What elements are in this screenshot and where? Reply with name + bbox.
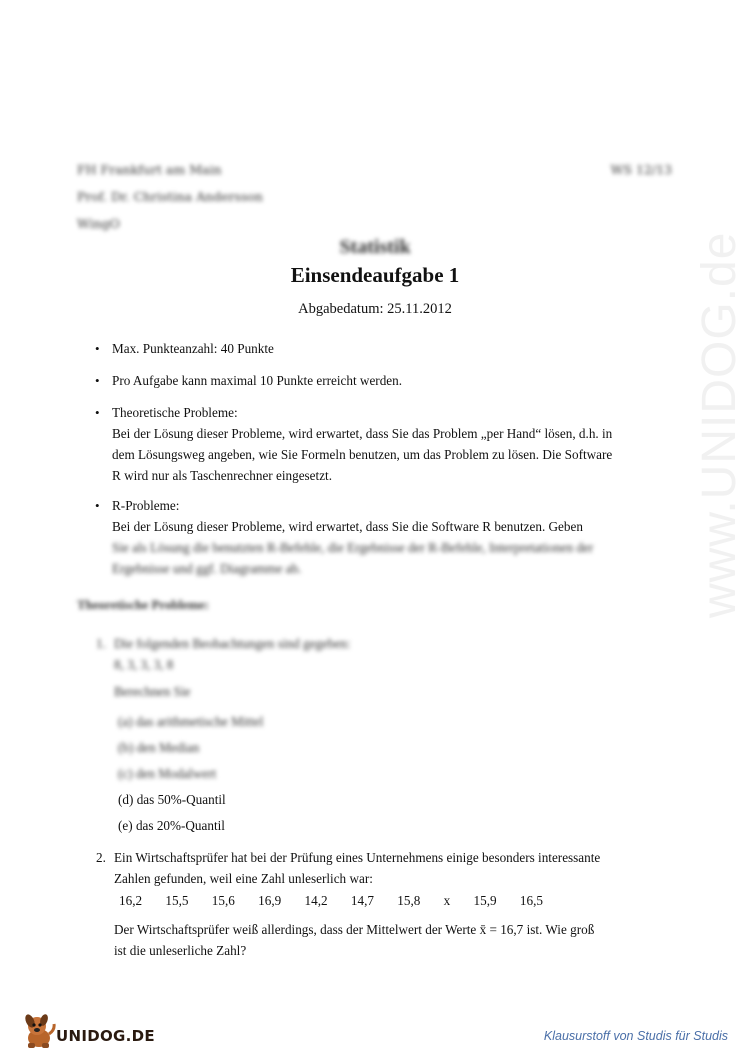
problem-1-item-e [118,815,225,836]
footer-logo-text: UNIDOG.DE [56,1027,155,1045]
bullet-dot-icon: • [95,341,100,356]
value-cell: 15,8 [397,893,421,908]
footer-tagline: Klausurstoff von Studis für Studis [543,1029,728,1043]
header-professor: Prof. Dr. Christina Andersson [77,189,263,204]
problem-1-data: 8, 3, 3, 3, 8 [114,657,174,672]
item-text: das arithmetische Mittel [135,714,264,729]
bullet-line: Sie als Lösung die benutzten R-Befehle, die Ergebnisse der R-Befehle, Interpretationen der [112,540,594,555]
bullet-dot-icon: • [95,498,100,513]
problem-2-values [119,893,563,909]
bullet-dot-icon: • [95,373,100,388]
value-cell: 16,9 [258,893,282,908]
item-label: (d) [118,792,134,807]
bullet-text: Max. Punkteanzahl: 40 Punkte [112,341,274,356]
problem-2-number: 2. [96,850,106,865]
value-cell: 16,2 [119,893,143,908]
subject-title: Statistik [339,236,411,258]
bullet-text: Pro Aufgabe kann maximal 10 Punkte erreicht werden. [112,373,403,388]
watermark: www.UNIDOG.de [693,231,746,618]
item-text: den Median [136,740,200,755]
value-cell: 14,7 [350,893,374,908]
value-cell: 16,5 [519,893,543,908]
value-cell: 15,6 [211,893,235,908]
item-text: das 20%-Quantil [135,818,225,833]
bullet-line: Ergebnisse und ggf. Diagramme ab. [112,561,302,576]
item-text: den Modalwert [135,766,217,781]
bullet-points-per-task [95,370,672,391]
item-label: (c) [118,766,133,781]
item-label: (e) [118,818,133,833]
problem-1-item-c [118,763,216,784]
unidog-dog-icon [22,1012,56,1050]
problem-1-intro: Die folgenden Beobachtungen sind gegeben: [114,636,351,651]
problem-1-prompt: Berechnen Sie [114,684,191,699]
bullet-line: Bei der Lösung dieser Probleme, wird erwartet, dass Sie die Software R benutzen. Geben [112,519,583,534]
problem-1-item-b [118,737,199,758]
header-institution: FH Frankfurt am Main [77,162,222,177]
value-cell: 15,9 [473,893,497,908]
item-label: (b) [118,740,134,755]
due-date: Abgabedatum: 25.11.2012 [298,301,452,317]
item-text: das 50%-Quantil [136,792,226,807]
bullet-line: R wird nur als Taschenrechner eingesetzt. [112,468,333,483]
problem-2-line: Zahlen gefunden, weil eine Zahl unleserlich war: [114,871,373,886]
header-semester: WS 12/13 [610,162,672,177]
problem-2-line: Ein Wirtschaftsprüfer hat bei der Prüfung eines Unternehmens einige besonders interessante [114,850,601,865]
problem-2-line: Der Wirtschaftsprüfer weiß allerdings, dass der Mittelwert der Werte x̄ = 16,7 ist. Wie groß [114,922,595,937]
section-title: Theoretische Probleme: [77,597,210,612]
bullet-theoretical [95,402,672,486]
bullet-heading: R-Probleme: [112,498,180,513]
bullet-heading: Theoretische Probleme: [112,405,238,420]
value-cell: x [443,893,451,908]
problem-1-item-a [118,711,263,732]
value-cell: 14,2 [304,893,328,908]
bullet-line: Bei der Lösung dieser Probleme, wird erwartet, dass Sie das Problem „per Hand“ lösen, d.h. in [112,426,613,441]
problem-1-item-d [118,789,226,810]
header-course: WingO [77,216,120,231]
page-title: Einsendeaufgabe 1 [290,263,460,287]
problem-2-text [114,847,672,889]
problem-2-line: ist die unleserliche Zahl? [114,943,247,958]
bullet-max-points [95,338,672,359]
problem-2-question [114,919,672,961]
item-label: (a) [118,714,133,729]
bullet-r-problems [95,495,672,579]
bullet-dot-icon: • [95,405,100,420]
bullet-line: dem Lösungsweg angeben, wie Sie Formeln benutzen, um das Problem zu lösen. Die Software [112,447,613,462]
value-cell: 15,5 [165,893,189,908]
problem-1-number: 1. [96,636,106,651]
